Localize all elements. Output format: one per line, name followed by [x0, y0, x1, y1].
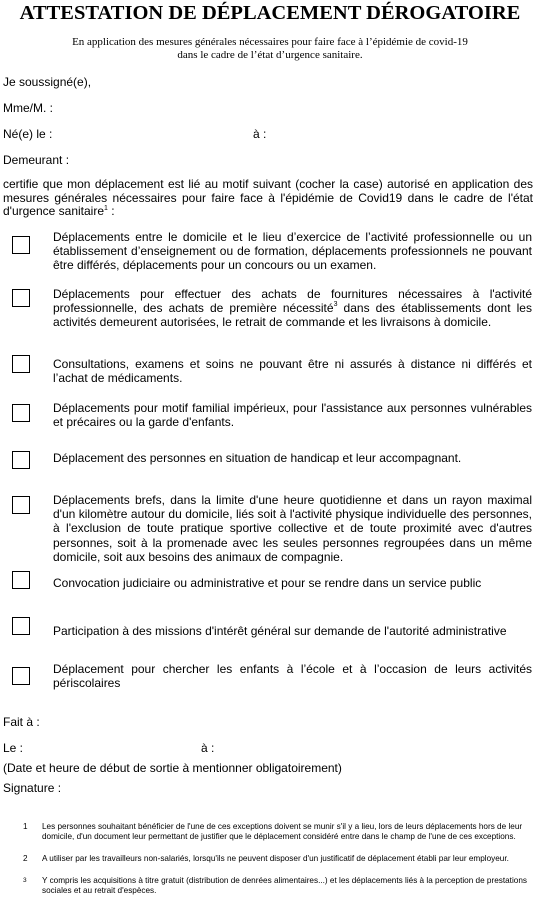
document-title: ATTESTATION DE DÉPLACEMENT DÉROGATOIRE	[19, 2, 521, 24]
reason-disability: Déplacement des personnes en situation de handicap et leur accompagnant.	[53, 451, 462, 465]
checkbox-general-interest[interactable]	[12, 617, 30, 635]
footnote-text-1: Les personnes souhaitant bénéficier de l'une de ces exceptions doivent se munir s'il y a lieu, lors de leurs déplacements hors de leur domicile, d'un document leur permettant de justifier que le déplacement considéré entre dans le champ de l'une de ces exceptions.	[42, 822, 523, 841]
checkbox-school[interactable]	[12, 667, 30, 685]
reason-family: Déplacements pour motif familial impérieux, pour l'assistance aux personnes vulnérables et précaires ou la garde d'enfants.	[53, 401, 532, 430]
footnote-text-3: Y compris les acquisitions à titre gratuit (distribution de denrées alimentaires...) et les déplacements liés à la perception de prestations sociales et au retrait d'espèces.	[42, 876, 527, 895]
date-field-label[interactable]: Le :	[3, 741, 24, 755]
time-field-label[interactable]: à :	[201, 741, 215, 755]
certification-text: certifie que mon déplacement est lié au motif suivant (cocher la case) autorisé en application des mesures générales nécessaires pour faire face à l'épidémie de Covid19 dans le cadre de l'état d'urgence sanitaire	[3, 177, 533, 218]
signature-field-label[interactable]: Signature :	[3, 781, 62, 795]
footnote-number-1: 1	[23, 822, 28, 831]
name-field-label[interactable]: Mme/M. :	[3, 101, 53, 115]
reason-professional: Déplacements entre le domicile et le lieu d’exercice de l’activité professionnelle ou un établissement d’enseignement ou de formation, déplacements professionnels ne pouvant être différés, déplacements pour un concours ou un examen.	[53, 230, 532, 273]
reason-purchases-text-start: Déplacements pour effectuer des achats de fournitures nécessaires à l'activité professionnelle, des achats de première nécessité	[53, 287, 532, 316]
date-time-note: (Date et heure de début de sortie à mentionner obligatoirement)	[3, 761, 342, 775]
reason-health: Consultations, examens et soins ne pouvant être ni assurés à distance ni différés et l’achat de médicaments.	[53, 357, 532, 386]
subtitle-line-2: dans le cadre de l’état d’urgence sanitaire.	[177, 49, 363, 61]
checkbox-professional[interactable]	[12, 236, 30, 254]
reason-purchases-text-end: dans des établissements dont les activités demeurent autorisées, le retrait de commande et les livraisons à domicile.	[53, 301, 532, 330]
footnote-number-2: 2	[23, 854, 28, 863]
reason-general-interest: Participation à des missions d'intérêt général sur demande de l'autorité administrative	[53, 624, 507, 638]
certification-suffix: :	[107, 204, 115, 218]
reason-summons: Convocation judiciaire ou administrative et pour se rendre dans un service public	[53, 576, 482, 590]
checkbox-essential-purchases[interactable]	[12, 289, 30, 307]
reason-essential-purchases	[53, 287, 532, 330]
footnote-number-3: 3	[23, 877, 27, 884]
residence-field-label[interactable]: Demeurant :	[3, 153, 70, 167]
reason-school: Déplacement pour chercher les enfants à l’école et à l’occasion de leurs activités périscolaires	[53, 662, 532, 691]
birthplace-field-label[interactable]: à :	[253, 127, 267, 141]
checkbox-brief-outing[interactable]	[12, 496, 30, 514]
subtitle-line-1: En application des mesures générales nécessaires pour faire face à l’épidémie de covid-19	[72, 36, 468, 48]
undersigned-label: Je soussigné(e),	[3, 75, 92, 89]
reason-brief-outing: Déplacements brefs, dans la limite d'une heure quotidienne et dans un rayon maximal d'un kilomètre autour du domicile, liés soit à l'activité physique individuelle des personnes, à l'exclusion de toute pratique sportive collective et de toute proximité avec d'autres personnes, soit à la promenade avec les seules personnes regroupées dans un même domicile, soit aux besoins des animaux de compagnie.	[53, 493, 532, 564]
footnote-ref-1: 1	[104, 205, 108, 212]
checkbox-summons[interactable]	[12, 571, 30, 589]
checkbox-health[interactable]	[12, 355, 30, 373]
done-at-field-label[interactable]: Fait à :	[3, 715, 40, 729]
checkbox-family[interactable]	[12, 404, 30, 422]
footnote-text-2: A utiliser par les travailleurs non-salariés, lorsqu'ils ne peuvent disposer d'un justificatif de déplacement établi par leur employeur.	[42, 854, 509, 863]
birthdate-field-label[interactable]: Né(e) le :	[3, 127, 53, 141]
checkbox-disability[interactable]	[12, 451, 30, 469]
certification-statement	[3, 178, 533, 219]
footnote-ref-3: 3	[333, 301, 338, 309]
document-subtitle	[0, 36, 540, 62]
